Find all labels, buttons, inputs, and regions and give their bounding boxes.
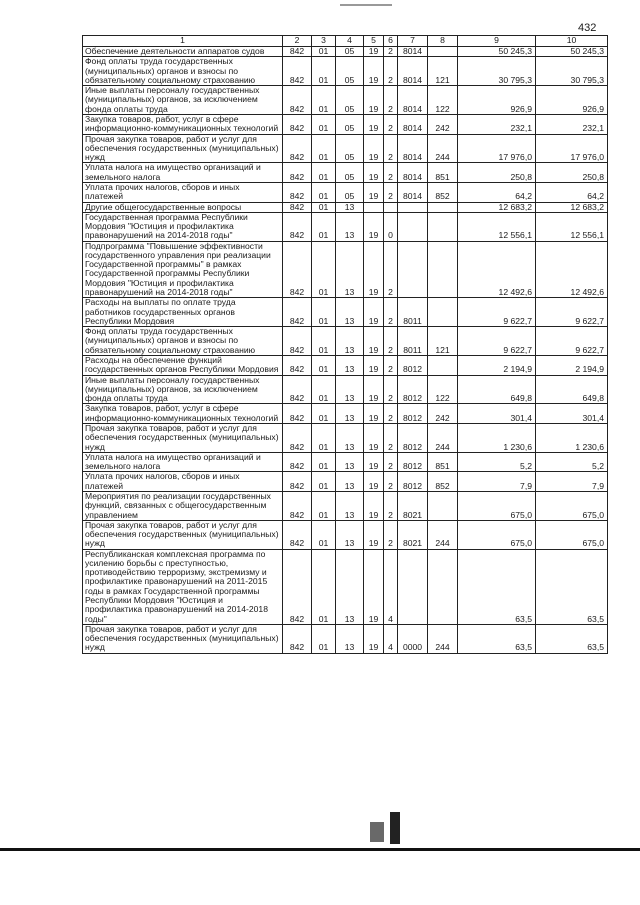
row-value-cell: 01 bbox=[312, 452, 336, 472]
row-name-cell: Другие общегосударственные вопросы bbox=[83, 202, 283, 212]
row-value-cell: 675,0 bbox=[458, 491, 536, 520]
row-value-cell bbox=[428, 241, 458, 298]
row-value-cell: 13 bbox=[336, 327, 364, 356]
table-row bbox=[83, 423, 608, 452]
row-value-cell: 19 bbox=[364, 549, 384, 624]
row-name-cell: Уплата налога на имущество организаций и земельного налога bbox=[83, 163, 283, 183]
row-name-cell: Расходы на обеспечение функций государственных органов Республики Мордовия bbox=[83, 356, 283, 376]
row-value-cell: 2 bbox=[384, 134, 398, 163]
row-value-cell: 242 bbox=[428, 114, 458, 134]
row-value-cell: 63,5 bbox=[458, 624, 536, 653]
row-name-cell: Уплата прочих налогов, сборов и иных платежей bbox=[83, 182, 283, 202]
row-value-cell: 50 245,3 bbox=[536, 47, 608, 57]
row-value-cell: 01 bbox=[312, 327, 336, 356]
row-value-cell: 01 bbox=[312, 520, 336, 549]
row-value-cell: 9 622,7 bbox=[536, 327, 608, 356]
table-row bbox=[83, 452, 608, 472]
row-value-cell: 2 bbox=[384, 452, 398, 472]
row-value-cell bbox=[428, 549, 458, 624]
row-value-cell: 19 bbox=[364, 520, 384, 549]
row-value-cell: 01 bbox=[312, 86, 336, 115]
row-name-cell: Подпрограмма "Повышение эффективности государственного управления при реализации Государственной программы" в рамках Государственной программы Республики Мордовия "Юстиция и профилактика правонарушений на 2014-2018 годы" bbox=[83, 241, 283, 298]
row-value-cell: 2 bbox=[384, 182, 398, 202]
table-row bbox=[83, 472, 608, 492]
table-row bbox=[83, 520, 608, 549]
row-name-cell: Республиканская комплексная программа по усилению борьбы с преступностью, противодействию терроризму, экстремизму и профилактике правонарушений на 2011-2015 годы в рамках Государственной программы Республики Мордовия "Юстиция и профилактика правонарушений на 2014-2018 годы" bbox=[83, 549, 283, 624]
row-value-cell: 244 bbox=[428, 134, 458, 163]
table-header-row bbox=[83, 36, 608, 47]
col-header: 3 bbox=[312, 36, 336, 47]
row-value-cell: 63,5 bbox=[536, 624, 608, 653]
row-value-cell: 926,9 bbox=[458, 86, 536, 115]
row-name-cell: Обеспечение деятельности аппаратов судов bbox=[83, 47, 283, 57]
row-value-cell: 01 bbox=[312, 163, 336, 183]
row-value-cell: 2 bbox=[384, 298, 398, 327]
row-value-cell: 01 bbox=[312, 212, 336, 241]
table-row bbox=[83, 356, 608, 376]
row-value-cell: 232,1 bbox=[536, 114, 608, 134]
row-value-cell: 13 bbox=[336, 423, 364, 452]
row-value-cell: 01 bbox=[312, 549, 336, 624]
row-value-cell: 01 bbox=[312, 202, 336, 212]
row-value-cell: 01 bbox=[312, 356, 336, 376]
row-value-cell: 842 bbox=[283, 182, 312, 202]
row-value-cell: 0000 bbox=[398, 624, 428, 653]
row-value-cell: 8012 bbox=[398, 472, 428, 492]
row-value-cell: 2 bbox=[384, 47, 398, 57]
row-value-cell: 244 bbox=[428, 520, 458, 549]
row-value-cell: 8021 bbox=[398, 491, 428, 520]
row-value-cell: 2 bbox=[384, 241, 398, 298]
row-value-cell: 50 245,3 bbox=[458, 47, 536, 57]
row-value-cell: 8012 bbox=[398, 452, 428, 472]
row-value-cell: 2 bbox=[384, 114, 398, 134]
col-header: 9 bbox=[458, 36, 536, 47]
row-value-cell: 19 bbox=[364, 86, 384, 115]
row-value-cell: 842 bbox=[283, 520, 312, 549]
row-value-cell: 19 bbox=[364, 327, 384, 356]
row-value-cell: 19 bbox=[364, 356, 384, 376]
row-value-cell bbox=[428, 212, 458, 241]
row-value-cell: 13 bbox=[336, 452, 364, 472]
row-name-cell: Уплата прочих налогов, сборов и иных платежей bbox=[83, 472, 283, 492]
row-value-cell: 01 bbox=[312, 423, 336, 452]
row-value-cell: 13 bbox=[336, 549, 364, 624]
row-value-cell: 842 bbox=[283, 134, 312, 163]
row-value-cell bbox=[398, 212, 428, 241]
row-value-cell: 2 bbox=[384, 356, 398, 376]
row-value-cell: 250,8 bbox=[458, 163, 536, 183]
row-value-cell: 842 bbox=[283, 47, 312, 57]
row-value-cell bbox=[428, 47, 458, 57]
row-value-cell: 926,9 bbox=[536, 86, 608, 115]
row-value-cell: 01 bbox=[312, 624, 336, 653]
table-row bbox=[83, 86, 608, 115]
row-value-cell: 01 bbox=[312, 298, 336, 327]
scan-artifact bbox=[370, 822, 384, 842]
row-value-cell: 05 bbox=[336, 163, 364, 183]
row-value-cell: 19 bbox=[364, 134, 384, 163]
row-value-cell: 244 bbox=[428, 624, 458, 653]
row-value-cell: 842 bbox=[283, 491, 312, 520]
row-value-cell: 13 bbox=[336, 491, 364, 520]
row-value-cell: 19 bbox=[364, 491, 384, 520]
row-value-cell: 2 194,9 bbox=[458, 356, 536, 376]
row-value-cell: 19 bbox=[364, 57, 384, 86]
row-value-cell: 842 bbox=[283, 452, 312, 472]
row-name-cell: Прочая закупка товаров, работ и услуг для обеспечения государственных (муниципальных) нужд bbox=[83, 520, 283, 549]
row-value-cell: 19 bbox=[364, 624, 384, 653]
row-value-cell: 05 bbox=[336, 182, 364, 202]
table-row bbox=[83, 491, 608, 520]
row-value-cell: 244 bbox=[428, 423, 458, 452]
row-value-cell: 05 bbox=[336, 57, 364, 86]
table-row bbox=[83, 327, 608, 356]
row-value-cell: 05 bbox=[336, 114, 364, 134]
row-value-cell: 842 bbox=[283, 356, 312, 376]
row-value-cell: 8021 bbox=[398, 520, 428, 549]
row-value-cell: 232,1 bbox=[458, 114, 536, 134]
row-value-cell: 13 bbox=[336, 356, 364, 376]
row-value-cell: 13 bbox=[336, 520, 364, 549]
table-row bbox=[83, 57, 608, 86]
row-value-cell: 2 bbox=[384, 327, 398, 356]
row-value-cell: 19 bbox=[364, 452, 384, 472]
col-header: 8 bbox=[428, 36, 458, 47]
row-value-cell: 675,0 bbox=[536, 520, 608, 549]
row-value-cell bbox=[398, 549, 428, 624]
table-row bbox=[83, 375, 608, 404]
row-value-cell: 8014 bbox=[398, 134, 428, 163]
row-value-cell: 842 bbox=[283, 241, 312, 298]
row-value-cell: 64,2 bbox=[458, 182, 536, 202]
col-header: 7 bbox=[398, 36, 428, 47]
row-value-cell: 842 bbox=[283, 212, 312, 241]
row-value-cell: 1 230,6 bbox=[458, 423, 536, 452]
row-value-cell: 842 bbox=[283, 202, 312, 212]
row-value-cell: 250,8 bbox=[536, 163, 608, 183]
row-value-cell: 842 bbox=[283, 114, 312, 134]
row-value-cell: 01 bbox=[312, 114, 336, 134]
row-value-cell: 05 bbox=[336, 86, 364, 115]
row-value-cell: 2 bbox=[384, 472, 398, 492]
row-value-cell: 13 bbox=[336, 375, 364, 404]
row-value-cell: 4 bbox=[384, 549, 398, 624]
row-value-cell: 2 bbox=[384, 520, 398, 549]
table-row bbox=[83, 549, 608, 624]
row-value-cell: 19 bbox=[364, 163, 384, 183]
row-name-cell: Расходы на выплаты по оплате труда работников государственных органов Республики Мордовия bbox=[83, 298, 283, 327]
table-row bbox=[83, 182, 608, 202]
row-value-cell: 852 bbox=[428, 472, 458, 492]
col-header: 5 bbox=[364, 36, 384, 47]
row-value-cell: 842 bbox=[283, 86, 312, 115]
row-value-cell: 649,8 bbox=[458, 375, 536, 404]
row-value-cell: 19 bbox=[364, 212, 384, 241]
table-row bbox=[83, 624, 608, 653]
row-value-cell: 842 bbox=[283, 327, 312, 356]
row-value-cell: 2 bbox=[384, 86, 398, 115]
row-value-cell: 8014 bbox=[398, 163, 428, 183]
col-header: 10 bbox=[536, 36, 608, 47]
row-value-cell: 12 492,6 bbox=[458, 241, 536, 298]
row-value-cell: 13 bbox=[336, 241, 364, 298]
row-value-cell: 675,0 bbox=[536, 491, 608, 520]
row-value-cell: 2 bbox=[384, 491, 398, 520]
row-value-cell: 2 bbox=[384, 163, 398, 183]
row-name-cell: Прочая закупка товаров, работ и услуг для обеспечения государственных (муниципальных) нужд bbox=[83, 423, 283, 452]
row-value-cell: 8011 bbox=[398, 327, 428, 356]
row-value-cell: 19 bbox=[364, 375, 384, 404]
row-value-cell: 8011 bbox=[398, 298, 428, 327]
row-value-cell: 01 bbox=[312, 57, 336, 86]
row-value-cell: 64,2 bbox=[536, 182, 608, 202]
row-value-cell: 4 bbox=[384, 624, 398, 653]
row-value-cell: 851 bbox=[428, 163, 458, 183]
row-value-cell: 1 230,6 bbox=[536, 423, 608, 452]
row-value-cell: 9 622,7 bbox=[458, 298, 536, 327]
row-value-cell: 12 556,1 bbox=[458, 212, 536, 241]
row-name-cell: Мероприятия по реализации государственных функций, связанных с общегосударственным управлением bbox=[83, 491, 283, 520]
page-number: 432 bbox=[578, 22, 597, 34]
row-value-cell: 675,0 bbox=[458, 520, 536, 549]
table-row bbox=[83, 202, 608, 212]
row-value-cell: 13 bbox=[336, 472, 364, 492]
row-value-cell: 05 bbox=[336, 47, 364, 57]
col-header: 4 bbox=[336, 36, 364, 47]
row-value-cell: 852 bbox=[428, 182, 458, 202]
row-value-cell: 8014 bbox=[398, 114, 428, 134]
col-header: 2 bbox=[283, 36, 312, 47]
table-row bbox=[83, 163, 608, 183]
row-value-cell: 12 492,6 bbox=[536, 241, 608, 298]
row-value-cell: 13 bbox=[336, 298, 364, 327]
row-value-cell: 842 bbox=[283, 624, 312, 653]
row-name-cell: Государственная программа Республики Мордовия "Юстиция и профилактика правонарушений на 2014-2018 годы" bbox=[83, 212, 283, 241]
table-row bbox=[83, 298, 608, 327]
row-value-cell: 13 bbox=[336, 404, 364, 424]
table-row bbox=[83, 212, 608, 241]
row-value-cell: 8012 bbox=[398, 404, 428, 424]
row-value-cell: 0 bbox=[384, 212, 398, 241]
row-value-cell: 842 bbox=[283, 423, 312, 452]
row-value-cell: 12 683,2 bbox=[536, 202, 608, 212]
row-value-cell: 842 bbox=[283, 404, 312, 424]
row-value-cell: 01 bbox=[312, 134, 336, 163]
row-value-cell: 19 bbox=[364, 241, 384, 298]
row-value-cell: 2 bbox=[384, 423, 398, 452]
row-name-cell: Прочая закупка товаров, работ и услуг для обеспечения государственных (муниципальных) нужд bbox=[83, 624, 283, 653]
scan-artifact-top bbox=[340, 4, 392, 6]
row-value-cell: 8014 bbox=[398, 182, 428, 202]
row-value-cell: 301,4 bbox=[458, 404, 536, 424]
scan-artifact bbox=[390, 812, 400, 844]
budget-table bbox=[82, 35, 608, 654]
row-value-cell: 649,8 bbox=[536, 375, 608, 404]
row-value-cell: 8012 bbox=[398, 375, 428, 404]
row-value-cell: 9 622,7 bbox=[536, 298, 608, 327]
row-value-cell: 122 bbox=[428, 86, 458, 115]
row-value-cell: 01 bbox=[312, 375, 336, 404]
row-value-cell: 842 bbox=[283, 57, 312, 86]
row-value-cell: 01 bbox=[312, 491, 336, 520]
table-body bbox=[83, 47, 608, 654]
row-value-cell: 8014 bbox=[398, 86, 428, 115]
row-value-cell: 17 976,0 bbox=[536, 134, 608, 163]
row-name-cell: Фонд оплаты труда государственных (муниципальных) органов и взносы по обязательному социальному страхованию bbox=[83, 327, 283, 356]
row-value-cell: 301,4 bbox=[536, 404, 608, 424]
row-value-cell bbox=[384, 202, 398, 212]
row-value-cell: 842 bbox=[283, 472, 312, 492]
scan-artifact-bottom-line bbox=[0, 848, 640, 851]
row-value-cell: 17 976,0 bbox=[458, 134, 536, 163]
row-name-cell: Иные выплаты персоналу государственных (муниципальных) органов, за исключением фонда оплаты труда bbox=[83, 86, 283, 115]
row-value-cell: 2 bbox=[384, 375, 398, 404]
row-value-cell: 842 bbox=[283, 163, 312, 183]
row-value-cell: 13 bbox=[336, 202, 364, 212]
row-value-cell bbox=[428, 491, 458, 520]
row-value-cell: 12 683,2 bbox=[458, 202, 536, 212]
table-row bbox=[83, 114, 608, 134]
row-value-cell: 19 bbox=[364, 114, 384, 134]
row-value-cell: 19 bbox=[364, 298, 384, 327]
row-value-cell bbox=[398, 241, 428, 298]
row-value-cell bbox=[428, 298, 458, 327]
row-value-cell: 01 bbox=[312, 472, 336, 492]
row-value-cell: 63,5 bbox=[458, 549, 536, 624]
row-value-cell: 05 bbox=[336, 134, 364, 163]
row-value-cell: 121 bbox=[428, 57, 458, 86]
row-value-cell: 19 bbox=[364, 47, 384, 57]
row-value-cell bbox=[428, 356, 458, 376]
row-value-cell bbox=[398, 202, 428, 212]
row-value-cell: 01 bbox=[312, 182, 336, 202]
row-value-cell: 5,2 bbox=[536, 452, 608, 472]
row-value-cell: 19 bbox=[364, 472, 384, 492]
row-value-cell: 30 795,3 bbox=[536, 57, 608, 86]
row-value-cell: 5,2 bbox=[458, 452, 536, 472]
row-value-cell: 842 bbox=[283, 375, 312, 404]
row-value-cell: 9 622,7 bbox=[458, 327, 536, 356]
row-value-cell: 842 bbox=[283, 298, 312, 327]
row-value-cell: 8014 bbox=[398, 47, 428, 57]
table-row bbox=[83, 134, 608, 163]
row-value-cell: 242 bbox=[428, 404, 458, 424]
row-value-cell: 8014 bbox=[398, 57, 428, 86]
row-value-cell bbox=[364, 202, 384, 212]
row-name-cell: Закупка товаров, работ, услуг в сфере информационно-коммуникационных технологий bbox=[83, 404, 283, 424]
row-value-cell: 122 bbox=[428, 375, 458, 404]
row-value-cell: 19 bbox=[364, 404, 384, 424]
row-name-cell: Уплата налога на имущество организаций и земельного налога bbox=[83, 452, 283, 472]
row-value-cell bbox=[428, 202, 458, 212]
row-name-cell: Прочая закупка товаров, работ и услуг для обеспечения государственных (муниципальных) нужд bbox=[83, 134, 283, 163]
row-value-cell: 19 bbox=[364, 423, 384, 452]
row-value-cell: 842 bbox=[283, 549, 312, 624]
row-value-cell: 2 194,9 bbox=[536, 356, 608, 376]
row-value-cell: 851 bbox=[428, 452, 458, 472]
col-header: 6 bbox=[384, 36, 398, 47]
row-value-cell: 01 bbox=[312, 47, 336, 57]
table-row bbox=[83, 404, 608, 424]
row-value-cell: 19 bbox=[364, 182, 384, 202]
row-value-cell: 13 bbox=[336, 624, 364, 653]
row-value-cell: 12 556,1 bbox=[536, 212, 608, 241]
row-value-cell: 63,5 bbox=[536, 549, 608, 624]
row-name-cell: Фонд оплаты труда государственных (муниципальных) органов и взносы по обязательному социальному страхованию bbox=[83, 57, 283, 86]
row-value-cell: 2 bbox=[384, 57, 398, 86]
row-value-cell: 01 bbox=[312, 241, 336, 298]
row-name-cell: Иные выплаты персоналу государственных (муниципальных) органов, за исключением фонда оплаты труда bbox=[83, 375, 283, 404]
row-value-cell: 8012 bbox=[398, 356, 428, 376]
table-row bbox=[83, 47, 608, 57]
row-name-cell: Закупка товаров, работ, услуг в сфере информационно-коммуникационных технологий bbox=[83, 114, 283, 134]
row-value-cell: 7,9 bbox=[458, 472, 536, 492]
table-row bbox=[83, 241, 608, 298]
col-header: 1 bbox=[83, 36, 283, 47]
row-value-cell: 8012 bbox=[398, 423, 428, 452]
row-value-cell: 30 795,3 bbox=[458, 57, 536, 86]
row-value-cell: 13 bbox=[336, 212, 364, 241]
row-value-cell: 2 bbox=[384, 404, 398, 424]
row-value-cell: 01 bbox=[312, 404, 336, 424]
row-value-cell: 7,9 bbox=[536, 472, 608, 492]
row-value-cell: 121 bbox=[428, 327, 458, 356]
